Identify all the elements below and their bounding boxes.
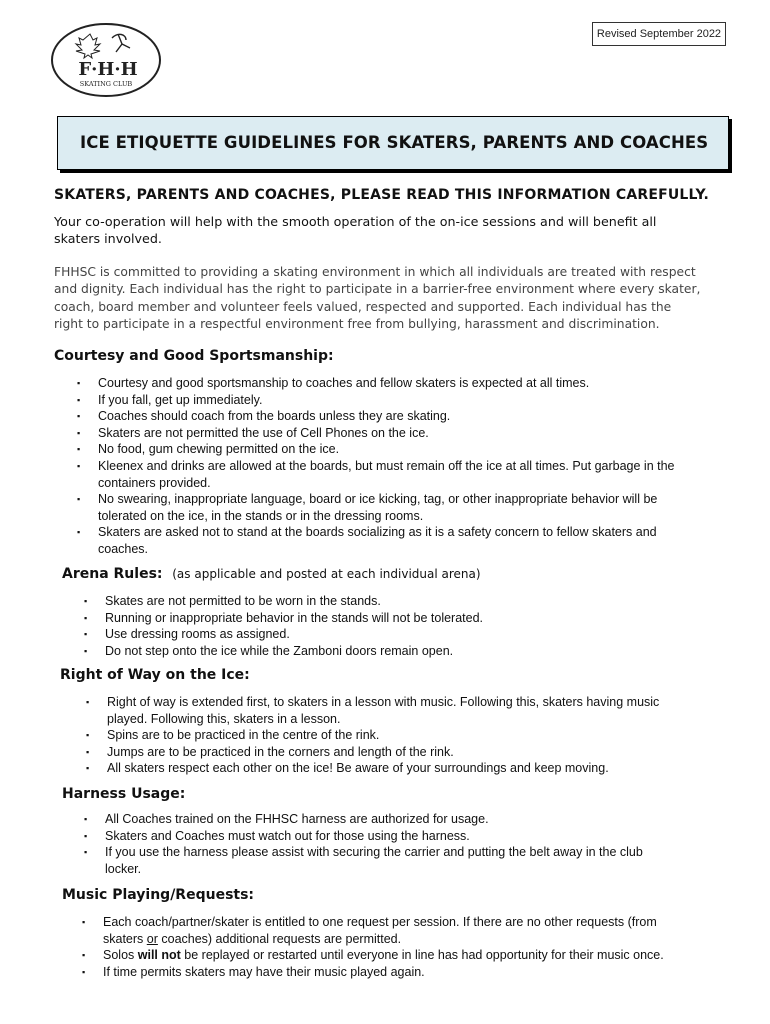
bullet-icon: ▪ bbox=[84, 847, 88, 858]
bullet-icon: ▪ bbox=[77, 427, 81, 438]
list-item: ▪ Spins are to be practiced in the centre of the rink. bbox=[86, 728, 380, 743]
list-item: ▪ Kleenex and drinks are allowed at the boards, but must remain off the ice at all times. Put garbage in the containers provided. bbox=[77, 458, 675, 490]
bullet-icon: ▪ bbox=[77, 527, 81, 538]
title-banner bbox=[57, 116, 729, 170]
section-heading-courtesy: Courtesy and Good Sportsmanship: bbox=[54, 348, 334, 364]
list-item: ▪ Skaters are asked not to stand at the boards socializing as it is a safety concern to fellow skaters and coaches. bbox=[77, 525, 657, 556]
list-item: ▪ Courtesy and good sportsmanship to coaches and fellow skaters is expected at all times. bbox=[77, 376, 590, 390]
list-item: ▪ Solos will not be replayed or restarted until everyone in line has had opportunity for their music once. bbox=[82, 948, 664, 963]
bullet-icon: ▪ bbox=[77, 494, 81, 505]
bullet-icon: ▪ bbox=[84, 645, 88, 656]
skater-icon bbox=[112, 34, 130, 52]
section-heading-right-of-way: Right of Way on the Ice: bbox=[60, 667, 250, 683]
courtesy-list bbox=[77, 375, 698, 558]
bullet-icon: ▪ bbox=[84, 830, 88, 841]
list-item: ▪ Do not step onto the ice while the Zamboni doors remain open. bbox=[84, 643, 454, 658]
list-item: ▪ No swearing, inappropriate language, board or ice kicking, tag, or other inappropriate behavior will be tolerated on the ice, in the stands or in the dressing rooms. bbox=[77, 492, 658, 523]
bullet-icon: ▪ bbox=[86, 746, 90, 757]
bullet-icon: ▪ bbox=[77, 444, 81, 455]
club-logo bbox=[50, 22, 162, 98]
bullet-icon: ▪ bbox=[84, 629, 88, 640]
commitment-paragraph: FHHSC is committed to providing a skating environment in which all individuals are treated with respect and dignity. Each individual has the right to participate in a barrier-free environment where every skater, coach, board member and volunteer feels valued, respected and supported. Each individual has the right to participate in a respectful environment free from bullying, harassment and discrimination. bbox=[54, 265, 701, 332]
arena-note: (as applicable and posted at each individual arena) bbox=[172, 567, 481, 581]
list-item: ▪ Skaters are not permitted the use of Cell Phones on the ice. bbox=[77, 425, 429, 440]
list-item: ▪ If time permits skaters may have their music played again. bbox=[82, 964, 425, 979]
maple-leaf-icon bbox=[76, 34, 100, 58]
list-item: ▪ All Coaches trained on the FHHSC harness are authorized for usage. bbox=[84, 812, 489, 826]
bullet-icon: ▪ bbox=[82, 917, 86, 927]
logo-letters: F·H·H bbox=[78, 59, 138, 80]
document-title: ICE ETIQUETTE GUIDELINES FOR SKATERS, PARENTS AND COACHES bbox=[80, 133, 709, 152]
arena-list bbox=[84, 593, 705, 659]
list-item: ▪ Jumps are to be practiced in the corners and length of the rink. bbox=[86, 744, 454, 759]
bullet-icon: ▪ bbox=[86, 730, 90, 741]
list-item: ▪ If you fall, get up immediately. bbox=[77, 392, 263, 407]
list-item: ▪ No food, gum chewing permitted on the ice. bbox=[77, 442, 340, 457]
bullet-icon: ▪ bbox=[77, 460, 81, 471]
list-item: ▪ Right of way is extended first, to skaters in a lesson with music. Following this, skaters having music played. Following this, skaters in a lesson. bbox=[86, 695, 660, 726]
bullet-icon: ▪ bbox=[82, 950, 86, 961]
list-item: ▪ If you use the harness please assist with securing the carrier and putting the belt away in the club locker. bbox=[84, 845, 643, 876]
bullet-icon: ▪ bbox=[86, 763, 90, 774]
bullet-icon: ▪ bbox=[82, 966, 86, 977]
section-heading-music: Music Playing/Requests: bbox=[62, 887, 255, 903]
revision-date: Revised September 2022 bbox=[592, 22, 726, 46]
bullet-icon: ▪ bbox=[77, 394, 81, 405]
bullet-icon: ▪ bbox=[77, 378, 81, 388]
intro-paragraph: Your co-operation will help with the smooth operation of the on-ice sessions and will benefit all skaters involved. bbox=[54, 214, 657, 246]
bullet-icon: ▪ bbox=[77, 411, 81, 422]
bullet-icon: ▪ bbox=[84, 596, 88, 606]
list-item: ▪ Running or inappropriate behavior in the stands will not be tolerated. bbox=[84, 610, 484, 625]
logo-club-name: SKATING CLUB bbox=[79, 80, 133, 88]
section-heading-arena: Arena Rules: (as applicable and posted at each individual arena) bbox=[62, 566, 481, 582]
list-item: ▪ Each coach/partner/skater is entitled to one request per session. If there are no other requests (from skaters or coaches) additional requests are permitted. bbox=[82, 915, 657, 946]
list-item: ▪ Skaters and Coaches must watch out for those using the harness. bbox=[84, 828, 470, 843]
bullet-icon: ▪ bbox=[84, 612, 88, 623]
bullet-icon: ▪ bbox=[84, 814, 88, 824]
harness-list bbox=[84, 811, 665, 877]
bullet-icon: ▪ bbox=[86, 697, 90, 707]
list-item: ▪ Skates are not permitted to be worn in the stands. bbox=[84, 594, 381, 608]
main-heading: SKATERS, PARENTS AND COACHES, PLEASE READ THIS INFORMATION CAREFULLY. bbox=[54, 187, 710, 203]
list-item: ▪ All skaters respect each other on the ice! Be aware of your surroundings and keep moving. bbox=[86, 761, 609, 776]
right-of-way-list bbox=[86, 694, 667, 777]
section-heading-harness: Harness Usage: bbox=[62, 786, 186, 802]
music-list bbox=[82, 914, 683, 980]
list-item: ▪ Coaches should coach from the boards unless they are skating. bbox=[77, 409, 451, 424]
list-item: ▪ Use dressing rooms as assigned. bbox=[84, 627, 290, 642]
